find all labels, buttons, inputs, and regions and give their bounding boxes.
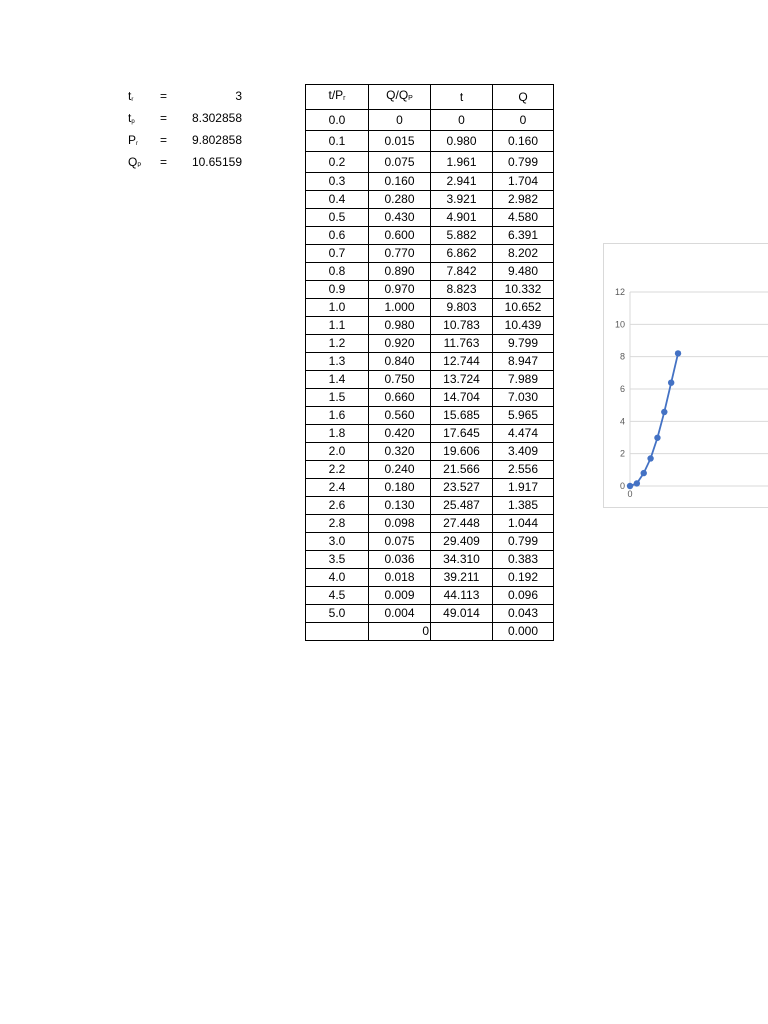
table-cell: 0.096 <box>493 587 554 605</box>
column-header: t <box>431 85 493 110</box>
table-cell: 0.7 <box>306 245 369 263</box>
table-cell: 1.4 <box>306 371 369 389</box>
param-symbol: $Q_P$ <box>128 155 142 169</box>
table-row <box>306 152 554 173</box>
table-cell: 0.320 <box>369 443 431 461</box>
table-cell: 8.947 <box>493 353 554 371</box>
param-equals: = <box>160 155 168 169</box>
table-cell: 13.724 <box>431 371 493 389</box>
table-cell: 0.280 <box>369 191 431 209</box>
table-cell: 9.480 <box>493 263 554 281</box>
table-row <box>306 227 554 245</box>
column-header: Q <box>493 85 554 110</box>
table-cell: 0.160 <box>493 131 554 152</box>
table-cell: 0.420 <box>369 425 431 443</box>
table-cell: 4.474 <box>493 425 554 443</box>
table-cell: 1.0 <box>306 299 369 317</box>
table-cell: 0.4 <box>306 191 369 209</box>
table-row <box>306 443 554 461</box>
table-cell: 1.5 <box>306 389 369 407</box>
table-cell: 0.799 <box>493 152 554 173</box>
table-cell: 1.385 <box>493 497 554 515</box>
table-cell: 0.000 <box>493 623 554 641</box>
table-cell: 4.580 <box>493 209 554 227</box>
table-cell: 0.890 <box>369 263 431 281</box>
table-cell: 39.211 <box>431 569 493 587</box>
table-row <box>306 623 554 641</box>
table-cell: 0.130 <box>369 497 431 515</box>
table-cell: 0.0 <box>306 110 369 131</box>
x-tick-label: 0 <box>627 489 633 499</box>
table-cell: 1.8 <box>306 425 369 443</box>
series-line <box>630 353 678 486</box>
y-tick-label: 2 <box>619 448 625 459</box>
table-header-row <box>306 85 554 110</box>
table-cell: 0.920 <box>369 335 431 353</box>
table-row <box>306 407 554 425</box>
table-row <box>306 317 554 335</box>
table-cell: 10.783 <box>431 317 493 335</box>
table-cell: 4.0 <box>306 569 369 587</box>
table-cell: 2.2 <box>306 461 369 479</box>
table-cell: 19.606 <box>431 443 493 461</box>
table-cell: 11.763 <box>431 335 493 353</box>
data-point <box>675 350 681 356</box>
param-equals: = <box>160 133 168 147</box>
table-row <box>306 389 554 407</box>
table-cell: 1.917 <box>493 479 554 497</box>
table-row <box>306 353 554 371</box>
table-cell: 0.036 <box>369 551 431 569</box>
table-cell: 0.980 <box>369 317 431 335</box>
table-cell: 10.439 <box>493 317 554 335</box>
table-cell: 27.448 <box>431 515 493 533</box>
y-tick-label: 8 <box>619 351 625 362</box>
table-cell: 0.799 <box>493 533 554 551</box>
table-cell: 23.527 <box>431 479 493 497</box>
table-cell: 0.9 <box>306 281 369 299</box>
table-cell: 0.8 <box>306 263 369 281</box>
data-point <box>661 409 667 415</box>
table-cell: 0.160 <box>369 173 431 191</box>
table-cell: 4.901 <box>431 209 493 227</box>
param-equals: = <box>160 111 168 125</box>
table-cell: 2.941 <box>431 173 493 191</box>
param-symbol: $t_p$ <box>128 111 135 125</box>
table-cell: 0.600 <box>369 227 431 245</box>
param-value: 8.302858 <box>191 111 242 125</box>
table-cell: 7.842 <box>431 263 493 281</box>
param-symbol: $t_r$ <box>128 89 134 103</box>
data-point <box>634 480 640 486</box>
table-row <box>306 281 554 299</box>
table-cell: 0.6 <box>306 227 369 245</box>
table-cell: 0.970 <box>369 281 431 299</box>
table-cell: 3.921 <box>431 191 493 209</box>
table-row <box>306 245 554 263</box>
table-cell: 5.882 <box>431 227 493 245</box>
table-cell <box>306 623 369 641</box>
table-cell: 0.015 <box>369 131 431 152</box>
table-cell: 0.770 <box>369 245 431 263</box>
data-point <box>654 435 660 441</box>
table-cell: 8.202 <box>493 245 554 263</box>
table-cell: 1.704 <box>493 173 554 191</box>
table-cell: 0.180 <box>369 479 431 497</box>
table-cell: 0 <box>493 110 554 131</box>
table-cell: 15.685 <box>431 407 493 425</box>
table-cell <box>431 623 493 641</box>
hydrograph-chart <box>603 243 768 508</box>
table-cell: 2.556 <box>493 461 554 479</box>
hydrograph-table <box>305 84 554 641</box>
y-tick-label: 12 <box>614 287 625 297</box>
table-cell: 25.487 <box>431 497 493 515</box>
table-cell: 0.840 <box>369 353 431 371</box>
table-cell: 0.2 <box>306 152 369 173</box>
table-row <box>306 425 554 443</box>
column-header: $t/P_r$ <box>306 85 369 110</box>
table-cell: 0.660 <box>369 389 431 407</box>
table-cell: 6.391 <box>493 227 554 245</box>
table-row <box>306 299 554 317</box>
table-cell: 2.4 <box>306 479 369 497</box>
table-cell: 0.075 <box>369 152 431 173</box>
table-row <box>306 131 554 152</box>
table-cell: 0.240 <box>369 461 431 479</box>
table-cell: 1.3 <box>306 353 369 371</box>
table-cell: 5.0 <box>306 605 369 623</box>
table-cell: 0.018 <box>369 569 431 587</box>
table-cell: 2.8 <box>306 515 369 533</box>
table-row <box>306 191 554 209</box>
table-row <box>306 587 554 605</box>
table-cell: 2.982 <box>493 191 554 209</box>
table-cell: 0.192 <box>493 569 554 587</box>
table-cell: 3.5 <box>306 551 369 569</box>
table-cell: 1.1 <box>306 317 369 335</box>
y-tick-label: 10 <box>614 319 625 330</box>
table-cell: 0.560 <box>369 407 431 425</box>
table-cell: 0.5 <box>306 209 369 227</box>
table-cell: 7.989 <box>493 371 554 389</box>
table-cell: 6.862 <box>431 245 493 263</box>
table-cell: 10.652 <box>493 299 554 317</box>
table-cell: 0 <box>431 110 493 131</box>
table-cell: 10.332 <box>493 281 554 299</box>
table-row <box>306 173 554 191</box>
table-cell: 5.965 <box>493 407 554 425</box>
param-symbol: $P_r$ <box>128 133 139 147</box>
table-cell: 9.803 <box>431 299 493 317</box>
table-cell: 2.6 <box>306 497 369 515</box>
table-cell: 0.980 <box>431 131 493 152</box>
data-point <box>627 483 633 489</box>
table-cell: 0.098 <box>369 515 431 533</box>
y-tick-label: 4 <box>619 416 625 427</box>
table-row <box>306 461 554 479</box>
table-cell: 21.566 <box>431 461 493 479</box>
table-row <box>306 335 554 353</box>
table-cell: 1.000 <box>369 299 431 317</box>
data-point <box>668 379 674 385</box>
table-row <box>306 110 554 131</box>
data-point <box>647 455 653 461</box>
table-cell: 14.704 <box>431 389 493 407</box>
table-row <box>306 209 554 227</box>
table-row <box>306 497 554 515</box>
table-row <box>306 551 554 569</box>
param-value: 9.802858 <box>191 133 242 147</box>
table-cell: 0.750 <box>369 371 431 389</box>
table-cell: 0 <box>369 110 431 131</box>
table-cell: 1.961 <box>431 152 493 173</box>
param-equals: = <box>160 89 168 103</box>
table-cell: 1.044 <box>493 515 554 533</box>
table-cell: 7.030 <box>493 389 554 407</box>
table-row <box>306 515 554 533</box>
table-cell: 12.744 <box>431 353 493 371</box>
table-cell: 0.004 <box>369 605 431 623</box>
table-cell: 1.6 <box>306 407 369 425</box>
table-cell: 0.1 <box>306 131 369 152</box>
table-cell: 17.645 <box>431 425 493 443</box>
table-cell: 0.043 <box>493 605 554 623</box>
table-cell: 0.383 <box>493 551 554 569</box>
param-value: 3 <box>235 89 242 103</box>
table-cell: 3.409 <box>493 443 554 461</box>
param-value: 10.65159 <box>191 155 242 169</box>
table-cell: 8.823 <box>431 281 493 299</box>
table-cell: 0.430 <box>369 209 431 227</box>
table-cell: 2.0 <box>306 443 369 461</box>
table-row <box>306 371 554 389</box>
chart-canvas <box>604 244 768 507</box>
table-row <box>306 533 554 551</box>
table-cell: 3.0 <box>306 533 369 551</box>
table-cell: 44.113 <box>431 587 493 605</box>
table-cell: 4.5 <box>306 587 369 605</box>
y-tick-label: 6 <box>619 384 625 394</box>
table-cell: 0 <box>369 623 431 641</box>
table-cell: 49.014 <box>431 605 493 623</box>
table-row <box>306 605 554 623</box>
table-row <box>306 479 554 497</box>
column-header: $Q/Q_P$ <box>369 85 431 110</box>
table-cell: 34.310 <box>431 551 493 569</box>
data-point <box>641 470 647 476</box>
table-cell: 0.075 <box>369 533 431 551</box>
y-tick-label: 0 <box>619 481 625 491</box>
table-cell: 9.799 <box>493 335 554 353</box>
table-cell: 0.3 <box>306 173 369 191</box>
table-cell: 1.2 <box>306 335 369 353</box>
table-cell: 29.409 <box>431 533 493 551</box>
table-cell: 0.009 <box>369 587 431 605</box>
table-row <box>306 263 554 281</box>
table-row <box>306 569 554 587</box>
